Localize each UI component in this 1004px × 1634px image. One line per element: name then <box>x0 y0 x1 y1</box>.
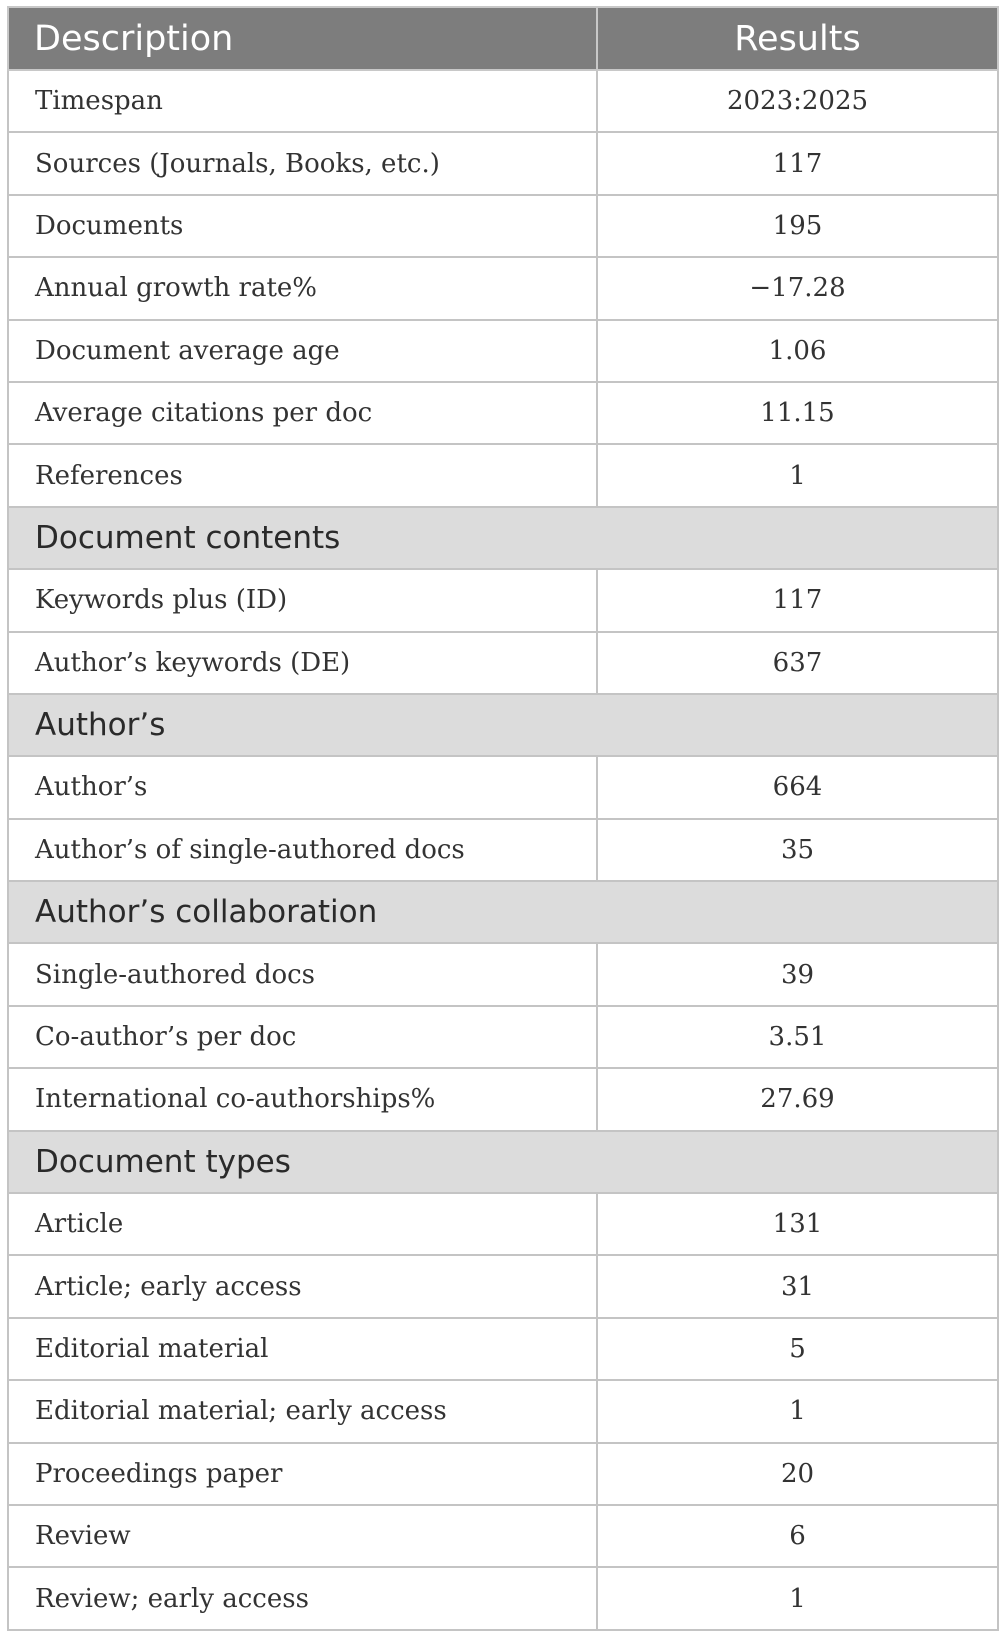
row-label: References <box>8 444 597 506</box>
row-value: 20 <box>597 1443 998 1505</box>
row-value: 6 <box>597 1505 998 1567</box>
row-value: 35 <box>597 819 998 881</box>
section-title: Document contents <box>8 507 998 569</box>
section-header-document-types <box>8 1131 998 1193</box>
summary-table-container <box>7 6 997 1631</box>
table-row <box>8 632 998 694</box>
section-title: Document types <box>8 1131 998 1193</box>
row-value: 31 <box>597 1255 998 1317</box>
row-label: Average citations per doc <box>8 382 597 444</box>
row-label: Review <box>8 1505 597 1567</box>
table-row <box>8 195 998 257</box>
table-row <box>8 819 998 881</box>
row-label: Documents <box>8 195 597 257</box>
table-row <box>8 1443 998 1505</box>
row-value: 117 <box>597 132 998 194</box>
header-row <box>8 7 998 70</box>
section-header-authors-collaboration <box>8 881 998 943</box>
row-value: 27.69 <box>597 1068 998 1130</box>
row-label: Annual growth rate% <box>8 257 597 319</box>
section-title: Author’s collaboration <box>8 881 998 943</box>
row-label: Editorial material; early access <box>8 1380 597 1442</box>
row-label: Article <box>8 1193 597 1255</box>
row-label: Author’s keywords (DE) <box>8 632 597 694</box>
table-row <box>8 382 998 444</box>
row-value: 1.06 <box>597 320 998 382</box>
row-value: 1 <box>597 444 998 506</box>
table-row <box>8 1068 998 1130</box>
row-value: 1 <box>597 1380 998 1442</box>
table-row <box>8 1380 998 1442</box>
table-row <box>8 1318 998 1380</box>
row-label: Timespan <box>8 70 597 132</box>
table-row <box>8 132 998 194</box>
row-label: Keywords plus (ID) <box>8 569 597 631</box>
row-label: Author’s of single-authored docs <box>8 819 597 881</box>
row-label: Co-author’s per doc <box>8 1006 597 1068</box>
row-label: Review; early access <box>8 1567 597 1629</box>
row-value: 1 <box>597 1567 998 1629</box>
table-row <box>8 257 998 319</box>
row-value: 664 <box>597 756 998 818</box>
row-value: 3.51 <box>597 1006 998 1068</box>
row-label: Single-authored docs <box>8 943 597 1005</box>
table-row <box>8 1193 998 1255</box>
table-row <box>8 569 998 631</box>
table-row <box>8 1255 998 1317</box>
row-label: International co-authorships% <box>8 1068 597 1130</box>
row-value: 39 <box>597 943 998 1005</box>
row-label: Editorial material <box>8 1318 597 1380</box>
row-value: 637 <box>597 632 998 694</box>
table-row <box>8 1505 998 1567</box>
table-row <box>8 70 998 132</box>
row-value: 5 <box>597 1318 998 1380</box>
row-value: −17.28 <box>597 257 998 319</box>
table-row <box>8 1006 998 1068</box>
row-label: Document average age <box>8 320 597 382</box>
row-label: Proceedings paper <box>8 1443 597 1505</box>
row-value: 117 <box>597 569 998 631</box>
table-row <box>8 444 998 506</box>
header-results: Results <box>597 7 998 70</box>
row-value: 131 <box>597 1193 998 1255</box>
row-value: 2023:2025 <box>597 70 998 132</box>
section-title: Author’s <box>8 694 998 756</box>
section-header-document-contents <box>8 507 998 569</box>
section-header-authors <box>8 694 998 756</box>
row-label: Article; early access <box>8 1255 597 1317</box>
header-description: Description <box>8 7 597 70</box>
row-label: Author’s <box>8 756 597 818</box>
table-row <box>8 756 998 818</box>
row-label: Sources (Journals, Books, etc.) <box>8 132 597 194</box>
table-row <box>8 943 998 1005</box>
row-value: 11.15 <box>597 382 998 444</box>
table-body <box>8 70 998 1630</box>
table-row <box>8 320 998 382</box>
row-value: 195 <box>597 195 998 257</box>
summary-table <box>7 6 999 1631</box>
table-row <box>8 1567 998 1629</box>
table-header <box>8 7 998 70</box>
